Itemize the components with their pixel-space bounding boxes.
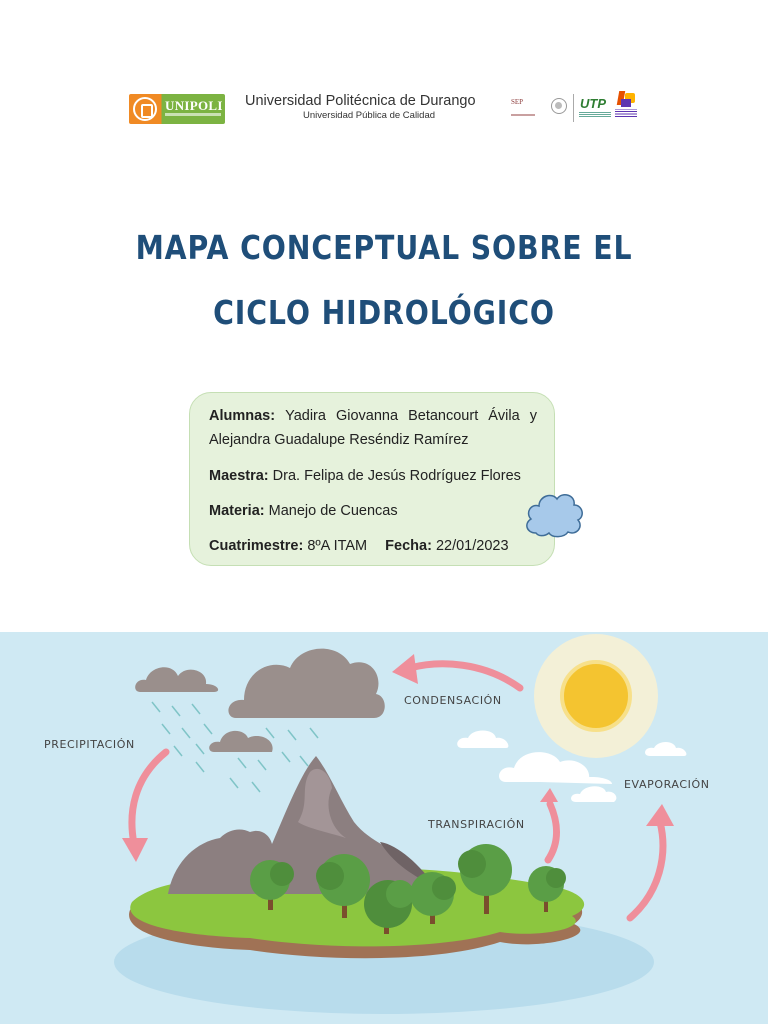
- unipoli-logo: [129, 94, 225, 124]
- header: [128, 88, 640, 128]
- university-tagline: Universidad Pública de Calidad: [303, 110, 436, 121]
- students-word: Yadira: [285, 408, 326, 424]
- sun-icon: [562, 662, 630, 730]
- sep-logo: [511, 98, 535, 118]
- cloud-sticker-icon: [522, 487, 586, 539]
- teacher-value: Dra. Felipa de Jesús Rodríguez Flores: [272, 468, 521, 484]
- students-word: Betancourt: [408, 408, 479, 424]
- students-label: Alumnas:: [209, 408, 276, 424]
- teacher-line: [209, 468, 521, 484]
- evaporation-label: EVAPORACIÓN: [624, 778, 710, 791]
- water-cycle-svg: [0, 632, 768, 1024]
- date-value: 22/01/2023: [435, 538, 509, 554]
- header-divider: [573, 94, 574, 122]
- unipoli-emblem-icon: [133, 97, 157, 121]
- document-title-line-2: CICLO HIDROLÓGICO: [213, 293, 555, 332]
- subject-label: Materia:: [209, 503, 265, 519]
- date-label: Fecha:: [385, 538, 432, 554]
- term-label: Cuatrimestre:: [209, 538, 304, 554]
- utp-logo-subtext: [579, 111, 611, 117]
- unipoli-logo-text: UNIPOLI: [165, 98, 223, 113]
- students-line-1: [209, 408, 537, 424]
- condensation-label: CONDENSACIÓN: [404, 694, 502, 707]
- precipitation-label: PRECIPITACIÓN: [44, 738, 135, 751]
- document-title-line-1: MAPA CONCEPTUAL SOBRE EL: [135, 228, 633, 267]
- term-date-line: [209, 538, 509, 554]
- teacher-label: Maestra:: [209, 468, 269, 484]
- students-word: y: [529, 408, 537, 424]
- term-value: 8ºA ITAM: [307, 538, 368, 554]
- info-box: [189, 392, 555, 566]
- sep-logo-text: SEP: [511, 98, 524, 106]
- students-word: Ávila: [488, 408, 520, 424]
- students-word: Giovanna: [335, 408, 399, 424]
- subject-line: [209, 503, 398, 519]
- water-cycle-illustration: [0, 632, 768, 1024]
- subject-value: Manejo de Cuencas: [268, 503, 398, 519]
- students-line-2: Alejandra Guadalupe Reséndiz Ramírez: [209, 432, 469, 448]
- transpiration-label: TRANSPIRACIÓN: [428, 818, 525, 831]
- unipoli-logo-subtext: [165, 113, 221, 116]
- university-name: Universidad Politécnica de Durango: [245, 93, 476, 109]
- utp-logo: UTP: [580, 96, 606, 111]
- national-seal-icon: [551, 98, 567, 114]
- universidad-politecnica-logo: [615, 91, 637, 119]
